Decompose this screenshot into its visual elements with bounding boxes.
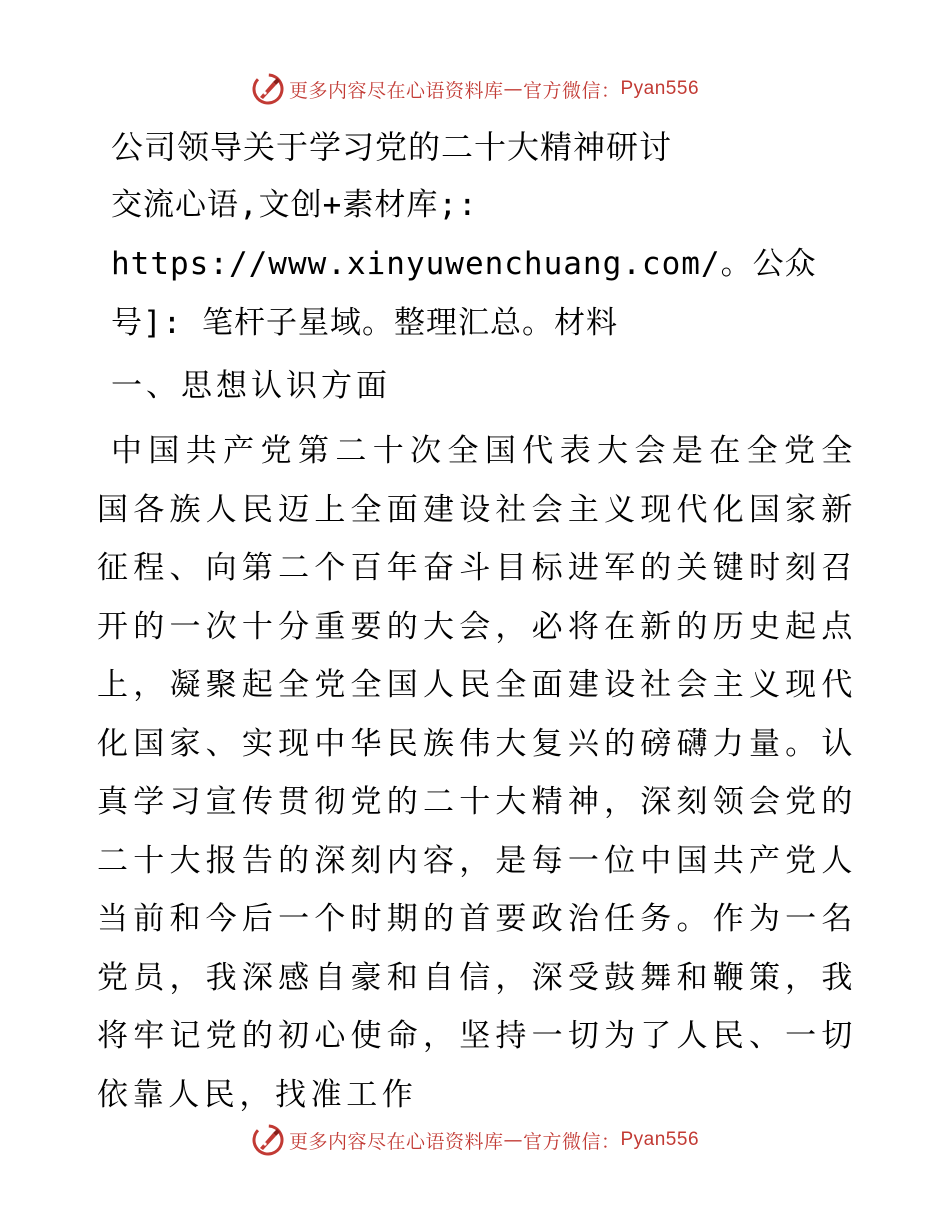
watermark-wechat-id: Pyan556 (620, 78, 700, 99)
watermark-text: 更多内容尽在心语资料库 (288, 79, 504, 102)
watermark-wechat-id: Pyan556 (620, 1129, 700, 1150)
section-heading: 一、思想认识方面 (111, 368, 391, 404)
body-paragraph: 中国共产党第二十次全国代表大会是在全党全国各族人民迈上全面建设社会主义现代化国家新征程、向第二个百年奋斗目标进军的关键时刻召开的一次十分重要的大会，必将在新的历史起点上，凝聚起全党全国人民全面建设社会主义现代化国家、实现中华民族伟大复兴的磅礴力量。认真学习宣传贯彻党的二十大精神，深刻领会党的二十大报告的深刻内容，是每一位中国共产党人当前和今后一个时期的首要政治任务。作为一名党员，我深感自豪和自信，深受鼓舞和鞭策，我将牢记党的初心使命，坚持一切为了人民、一切依靠人民，找准工作 (97, 433, 857, 1113)
watermark-separator: — (503, 1129, 523, 1151)
intro-text (97, 176, 857, 353)
intro-content: 交流心语,文创+素材库;: https://www.xinyuwenchuang.com/。公众号]: 笔杆子星域。整理汇总。材料 (111, 187, 817, 341)
footer-watermark (0, 1123, 950, 1157)
watermark-text: 更多内容尽在心语资料库 (288, 1130, 504, 1153)
watermark-separator: — (503, 78, 523, 100)
page-title: 公司领导关于学习党的二十大精神研讨 (111, 128, 673, 166)
header-watermark (0, 72, 950, 106)
watermark-official-label: 官方微信： (522, 1130, 621, 1153)
pen-nib-logo-icon (251, 72, 285, 106)
watermark-official-label: 官方微信： (522, 79, 621, 102)
pen-nib-logo-icon (251, 1123, 285, 1157)
document-body (97, 122, 857, 1124)
